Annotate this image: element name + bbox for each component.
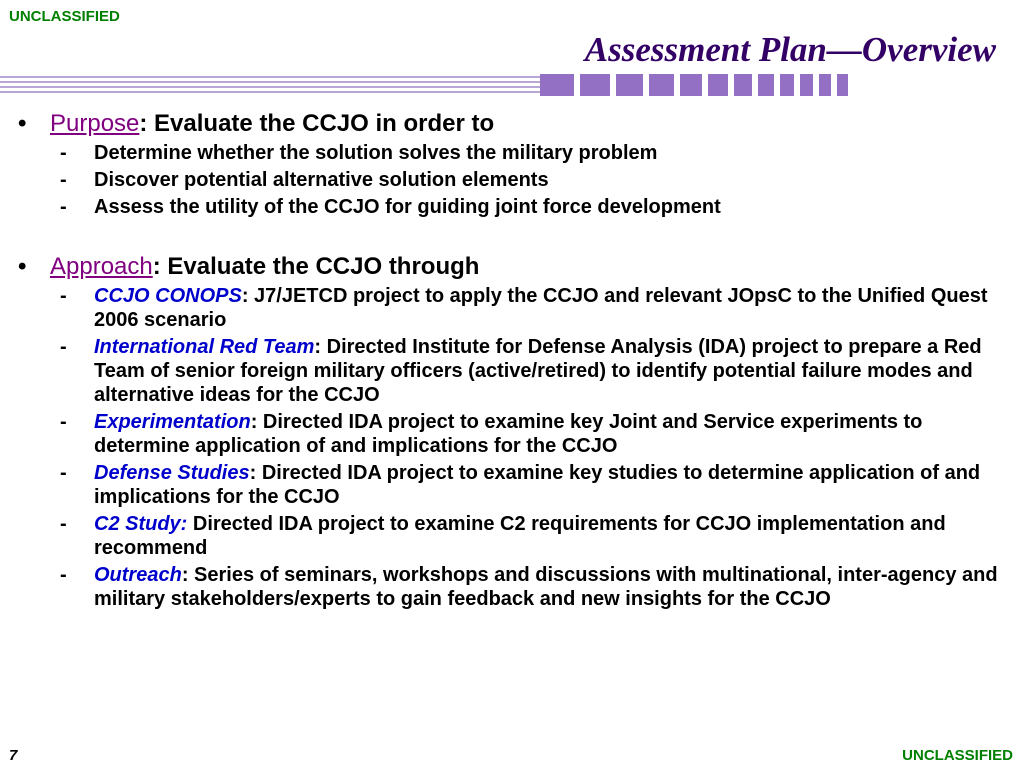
classification-marking-top: UNCLASSIFIED bbox=[9, 8, 120, 25]
bullet-dot: • bbox=[18, 110, 27, 137]
band-square bbox=[680, 74, 702, 96]
band-square bbox=[780, 74, 794, 96]
band-square bbox=[540, 74, 574, 96]
slide-content bbox=[18, 110, 1008, 611]
approach-term: Approach bbox=[50, 253, 153, 280]
purpose-item: - Discover potential alternative solution elements bbox=[60, 169, 549, 191]
band-square bbox=[837, 74, 848, 96]
band-square bbox=[708, 74, 728, 96]
band-square bbox=[580, 74, 610, 96]
band-square bbox=[649, 74, 674, 96]
approach-item: - Outreach: Series of seminars, workshops and discussions with multinational, inter-agency and military stakeholders/experts to gain feedback and new insights for the CCJO bbox=[60, 564, 998, 610]
band-square bbox=[800, 74, 813, 96]
band-square bbox=[819, 74, 831, 96]
band-square bbox=[758, 74, 774, 96]
approach-item: - International Red Team: Directed Institute for Defense Analysis (IDA) project to prepare a Red Team of senior foreign military officers (active/retired) to identify potential failure modes and alternative ideas for the CCJO bbox=[60, 336, 982, 406]
approach-item: - Experimentation: Directed IDA project to examine key Joint and Service experiments to determine application of and implications for the CCJO bbox=[60, 411, 923, 457]
band-square bbox=[616, 74, 643, 96]
page-number: 7 bbox=[9, 747, 18, 764]
purpose-text: : Evaluate the CCJO in order to bbox=[139, 110, 495, 137]
approach-text: : Evaluate the CCJO through bbox=[152, 253, 480, 280]
title-decoration-band bbox=[0, 74, 1024, 96]
slide-title: Assessment Plan—Overview bbox=[584, 30, 996, 69]
classification-marking-bottom: UNCLASSIFIED bbox=[902, 747, 1013, 764]
approach-item: - C2 Study: Directed IDA project to examine C2 requirements for CCJO implementation and recommend bbox=[60, 513, 946, 559]
purpose-item: - Determine whether the solution solves the military problem bbox=[60, 142, 658, 164]
band-square bbox=[734, 74, 752, 96]
purpose-bullet bbox=[18, 110, 1008, 138]
purpose-item: - Assess the utility of the CCJO for guiding joint force development bbox=[60, 196, 721, 218]
approach-item: - Defense Studies: Directed IDA project to examine key studies to determine application of and implications for the CCJO bbox=[60, 462, 981, 508]
approach-item: - CCJO CONOPS: J7/JETCD project to apply the CCJO and relevant JOpsC to the Unified Quest 2006 scenario bbox=[60, 285, 988, 331]
purpose-term: Purpose bbox=[50, 110, 140, 137]
bullet-dot: • bbox=[18, 253, 27, 280]
approach-bullet bbox=[18, 253, 1008, 281]
